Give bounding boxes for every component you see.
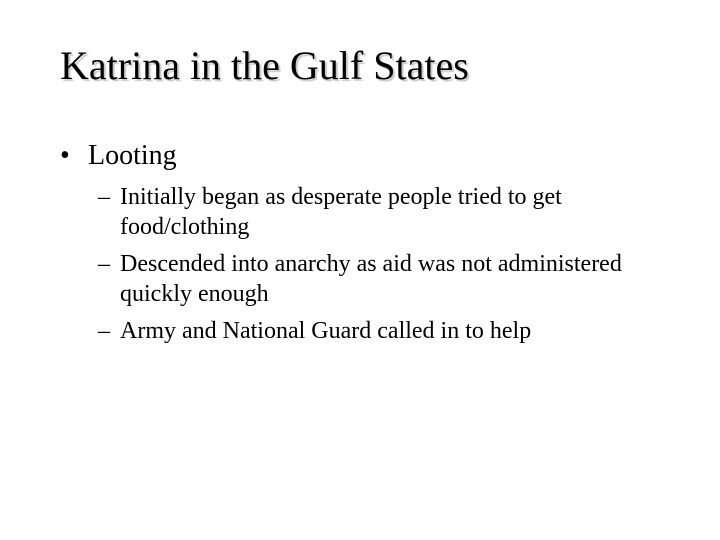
sub-bullet-text: Army and National Guard called in to help (120, 318, 532, 344)
sub-bullet-marker: – (98, 184, 110, 210)
bullet-marker: • (60, 140, 70, 171)
sub-bullet-list (98, 182, 658, 353)
sub-bullet-text: Initially began as desperate people tried to get food/clothing (120, 184, 562, 240)
slide-title: Katrina in the Gulf States (60, 43, 469, 88)
sub-bullet-marker: – (98, 318, 110, 344)
sub-bullet-marker: – (98, 251, 110, 277)
bullet-text: Looting (88, 140, 177, 171)
sub-bullet-text: Descended into anarchy as aid was not administered quickly enough (120, 251, 622, 307)
bullet-item (60, 138, 177, 174)
sub-bullet-item (98, 316, 658, 346)
sub-bullet-item (98, 249, 658, 309)
sub-bullet-item (98, 182, 658, 242)
